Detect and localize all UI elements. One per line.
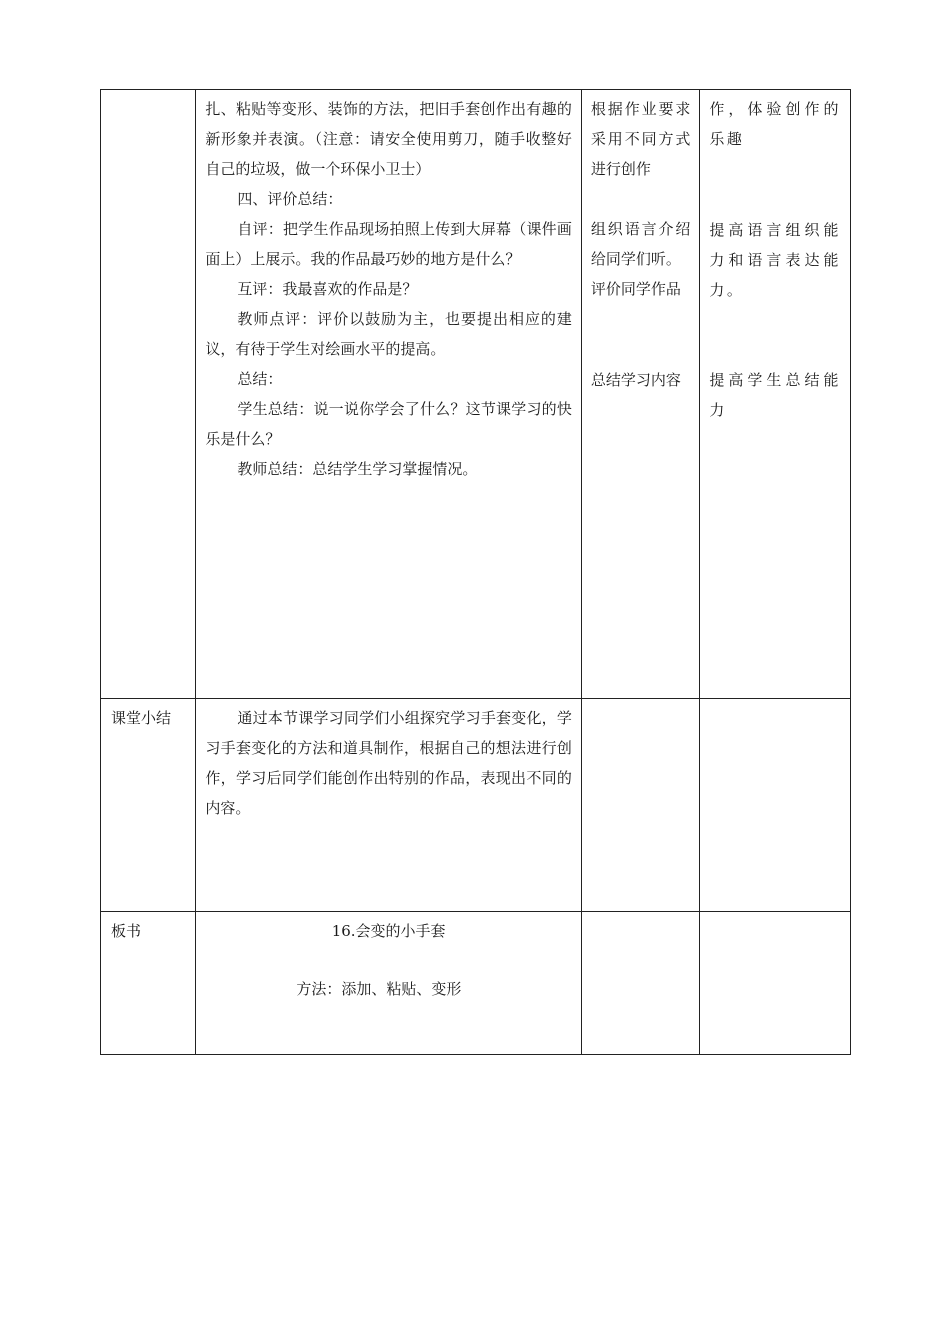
- summary-empty-cell-2: [700, 699, 851, 912]
- board-content-cell: [196, 912, 582, 1055]
- activity-label-cell: [101, 90, 196, 699]
- peer-evaluation: 互评：我最喜欢的作品是？: [237, 280, 418, 298]
- student-activity-4: 总结学习内容: [590, 371, 681, 389]
- teacher-comment: 教师点评：评价以鼓励为主，也要提出相应的建议，有待于学生对绘画水平的提高。: [205, 310, 572, 358]
- board-title: 16.会变的小手套: [331, 922, 446, 940]
- teacher-summary: 教师总结：总结学生学习掌握情况。: [237, 460, 478, 478]
- activity-row: [101, 90, 851, 699]
- lesson-plan-table: [100, 89, 851, 1055]
- student-activity-1: 根据作业要求采用不同方式进行创作: [590, 100, 691, 178]
- summary-label-cell: [101, 699, 196, 912]
- summary-label: 课堂小结: [111, 709, 172, 727]
- activity-content-cell: [196, 90, 582, 699]
- student-activity-3: 评价同学作品: [590, 280, 681, 298]
- summary-row: [101, 699, 851, 912]
- evaluation-heading: 四、评价总结：: [237, 190, 343, 208]
- board-method: 方法：添加、粘贴、变形: [296, 980, 462, 998]
- design-intent-1: 作，体验创作的乐趣: [709, 100, 841, 148]
- design-intent-3: 提高学生总结能力: [709, 371, 841, 419]
- summary-heading: 总结：: [237, 370, 283, 388]
- self-evaluation: 自评：把学生作品现场拍照上传到大屏幕（课件画面上）上展示。我的作品最巧妙的地方是什么？: [205, 220, 572, 268]
- design-intent-cell: [700, 90, 851, 699]
- summary-empty-cell-1: [581, 699, 699, 912]
- board-empty-cell-2: [700, 912, 851, 1055]
- board-label-cell: [101, 912, 196, 1055]
- design-intent-2: 提高语言组织能力和语言表达能力。: [709, 221, 841, 299]
- summary-content: 通过本节课学习同学们小组探究学习手套变化，学习手套变化的方法和道具制作，根据自己的想法进行创作，学习后同学们能创作出特别的作品，表现出不同的内容。: [205, 709, 572, 817]
- student-summary: 学生总结：说一说你学会了什么？这节课学习的快乐是什么？: [205, 400, 572, 448]
- activity-paragraph-1: 扎、粘贴等变形、装饰的方法，把旧手套创作出有趣的新形象并表演。（注意：请安全使用剪刀，随手收整好自己的垃圾，做一个环保小卫士）: [205, 100, 572, 178]
- summary-content-cell: [196, 699, 582, 912]
- activity-label: [101, 90, 195, 94]
- board-row: [101, 912, 851, 1055]
- student-activity-cell: [581, 90, 699, 699]
- board-empty-cell-1: [581, 912, 699, 1055]
- board-label: 板书: [111, 922, 142, 940]
- student-activity-2: 组织语言介绍给同学们听。: [590, 220, 691, 268]
